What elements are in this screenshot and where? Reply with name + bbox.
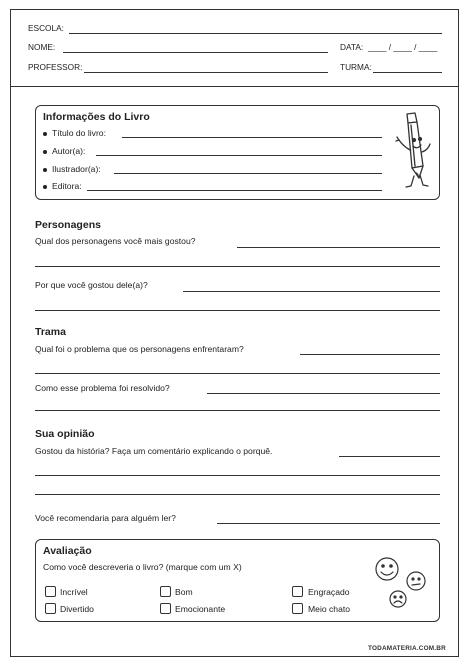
checkbox-engracado[interactable] (292, 586, 303, 597)
characters-q1: Qual dos personagens você mais gostou? (35, 236, 196, 246)
option-label: Meio chato (308, 604, 351, 614)
footer-site: TODAMATERIA.COM.BR (368, 645, 446, 652)
option-label: Emocionante (175, 604, 226, 614)
answer-line[interactable] (35, 494, 440, 495)
plot-q1: Qual foi o problema que os personagens enfrentaram? (35, 344, 244, 354)
pencil-character-icon (390, 110, 434, 196)
answer-line[interactable] (237, 247, 440, 248)
checkbox-meio-chato[interactable] (292, 603, 303, 614)
opinion-q2: Você recomendaria para alguém ler? (35, 513, 176, 523)
name-line[interactable] (63, 52, 328, 53)
evaluation-title: Avaliação (43, 545, 92, 557)
header-divider (10, 86, 459, 87)
bullet (43, 132, 47, 136)
book-info-title: Informações do Livro (43, 111, 150, 123)
illustrator-line[interactable] (114, 173, 382, 174)
answer-line[interactable] (207, 393, 440, 394)
book-title-label: Título do livro: (52, 128, 106, 138)
book-title-line[interactable] (122, 137, 382, 138)
name-label: NOME: (28, 42, 56, 52)
plot-q2: Como esse problema foi resolvido? (35, 383, 170, 393)
answer-line[interactable] (217, 523, 440, 524)
answer-line[interactable] (35, 373, 440, 374)
answer-line[interactable] (300, 354, 440, 355)
evaluation-question: Como você descreveria o livro? (marque com um X) (43, 562, 242, 572)
author-line[interactable] (96, 155, 382, 156)
answer-line[interactable] (35, 410, 440, 411)
teacher-line[interactable] (84, 72, 328, 73)
checkbox-divertido[interactable] (45, 603, 56, 614)
checkbox-emocionante[interactable] (160, 603, 171, 614)
opinion-q1: Gostou da história? Faça um comentário explicando o porquê. (35, 446, 273, 456)
bullet (43, 185, 47, 189)
checkbox-bom[interactable] (160, 586, 171, 597)
answer-line[interactable] (183, 291, 440, 292)
characters-title: Personagens (35, 219, 101, 231)
answer-line[interactable] (35, 475, 440, 476)
option-label: Incrível (60, 587, 88, 597)
answer-line[interactable] (339, 456, 440, 457)
checkbox-incrivel[interactable] (45, 586, 56, 597)
bullet (43, 150, 47, 154)
date-field[interactable]: ____ / ____ / ____ (368, 42, 438, 52)
plot-title: Trama (35, 326, 66, 338)
option-label: Bom (175, 587, 193, 597)
author-label: Autor(a): (52, 146, 86, 156)
illustrator-label: Ilustrador(a): (52, 164, 101, 174)
teacher-label: PROFESSOR: (28, 62, 83, 72)
school-line[interactable] (69, 33, 442, 34)
publisher-label: Editora: (52, 181, 82, 191)
answer-line[interactable] (35, 310, 440, 311)
emoji-faces-icon (372, 553, 432, 613)
bullet (43, 168, 47, 172)
school-label: ESCOLA: (28, 23, 64, 33)
date-label: DATA: (340, 42, 364, 52)
opinion-title: Sua opinião (35, 428, 95, 440)
class-line[interactable] (373, 72, 442, 73)
publisher-line[interactable] (87, 190, 382, 191)
option-label: Divertido (60, 604, 94, 614)
option-label: Engraçado (308, 587, 350, 597)
characters-q2: Por que você gostou dele(a)? (35, 280, 148, 290)
class-label: TURMA: (340, 62, 372, 72)
answer-line[interactable] (35, 266, 440, 267)
